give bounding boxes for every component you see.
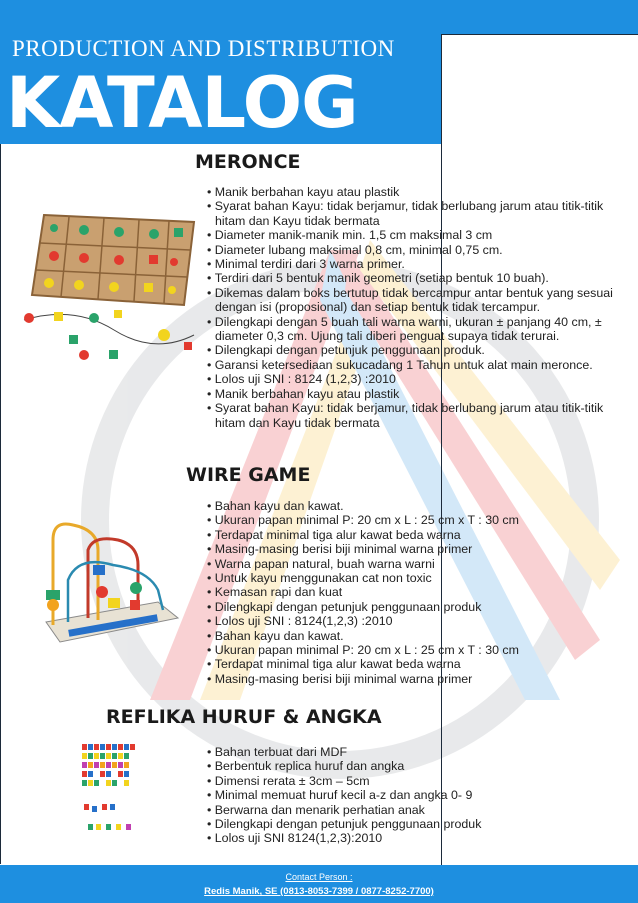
list-item: • Warna papan natural, buah warna warni <box>207 557 617 571</box>
list-item: • Lolos uji SNI : 8124(1,2,3) :2010 <box>207 614 617 628</box>
letters-numbers-image <box>78 740 153 836</box>
list-item: • Terdapat minimal tiga alur kawat beda warna <box>207 657 617 671</box>
list-item: • Diameter manik-manik min. 1,5 cm maksimal 3 cm <box>207 228 617 242</box>
list-item: • Berwarna dan menarik perhatian anak <box>207 803 617 817</box>
page-frame <box>441 34 638 865</box>
wire-bead-maze-image <box>38 510 188 655</box>
header-banner <box>0 34 441 144</box>
list-item: • Dimensi rerata ± 3cm – 5cm <box>207 774 617 788</box>
section-title-meronce: MERONCE <box>195 151 301 173</box>
header-subtitle: PRODUCTION AND DISTRIBUTION <box>12 36 395 61</box>
list-item: • Syarat bahan Kayu: tidak berjamur, tidak berlubang jarum atau titik-titik hitam dan Kayu tidak bermata <box>207 401 617 430</box>
top-bar <box>0 0 638 34</box>
list-item: • Bahan terbuat dari MDF <box>207 745 617 759</box>
reflika-bullets <box>207 745 617 846</box>
list-item: • Syarat bahan Kayu: tidak berjamur, tidak berlubang jarum atau titik-titik hitam dan Kayu tidak bermata <box>207 199 617 228</box>
contact-label: Contact Person : <box>285 872 353 882</box>
section-title-wire-game: WIRE GAME <box>186 464 311 486</box>
list-item: • Terdapat minimal tiga alur kawat beda warna <box>207 528 617 542</box>
list-item: • Dilengkapi dengan 5 buah tali warna warni, ukuran ± panjang 40 cm, ± diameter 0,3 cm. Ujung tali diberi penguat supaya tidak terurai. <box>207 315 617 344</box>
list-item: • Manik berbahan kayu atau plastik <box>207 387 617 401</box>
list-item: • Garansi ketersediaan sukucadang 1 Tahun untuk alat main meronce. <box>207 358 617 372</box>
list-item: • Dikemas dalam boks bertutup tidak bercampur antar bentuk yang sesuai dengan isi (proposional) dan setiap bentuk tidak tercampur. <box>207 286 617 315</box>
list-item: • Ukuran papan minimal P: 20 cm x L : 25 cm x T : 30 cm <box>207 643 617 657</box>
list-item: • Dilengkapi dengan petunjuk penggunaan produk <box>207 600 617 614</box>
list-item: • Ukuran papan minimal P: 20 cm x L : 25 cm x T : 30 cm <box>207 513 617 527</box>
list-item: • Lolos uji SNI : 8124 (1,2,3) :2010 <box>207 372 617 386</box>
list-item: • Kemasan rapi dan kuat <box>207 585 617 599</box>
list-item: • Dilengkapi dengan petunjuk penggunaan produk <box>207 817 617 831</box>
list-item: • Masing-masing berisi biji minimal warna primer <box>207 672 617 686</box>
meronce-bullets <box>207 185 617 430</box>
footer-bar <box>0 865 638 903</box>
list-item: • Diameter lubang maksimal 0,8 cm, minimal 0,75 cm. <box>207 243 617 257</box>
list-item: • Lolos uji SNI 8124(1,2,3):2010 <box>207 831 617 845</box>
page-frame-left <box>0 144 1 864</box>
list-item: • Terdiri dari 5 bentuk manik geometri (setiap bentuk 10 buah). <box>207 271 617 285</box>
list-item: • Untuk kayu menggunakan cat non toxic <box>207 571 617 585</box>
list-item: • Berbentuk replica huruf dan angka <box>207 759 617 773</box>
list-item: • Minimal terdiri dari 3 warna primer. <box>207 257 617 271</box>
section-title-reflika: REFLIKA HURUF & ANGKA <box>106 706 382 728</box>
wire-game-bullets <box>207 499 617 686</box>
list-item: • Manik berbahan kayu atau plastik <box>207 185 617 199</box>
list-item: • Bahan kayu dan kawat. <box>207 629 617 643</box>
beads-toy-image <box>14 210 199 375</box>
list-item: • Bahan kayu dan kawat. <box>207 499 617 513</box>
contact-value: Redis Manik, SE (0813-8053-7399 / 0877-8252-7700) <box>204 886 434 897</box>
list-item: • Dilengkapi dengan petunjuk penggunaan produk. <box>207 343 617 357</box>
list-item: • Masing-masing berisi biji minimal warna primer <box>207 542 617 556</box>
header-title: KATALOG <box>6 62 358 144</box>
list-item: • Minimal memuat huruf kecil a-z dan angka 0- 9 <box>207 788 617 802</box>
